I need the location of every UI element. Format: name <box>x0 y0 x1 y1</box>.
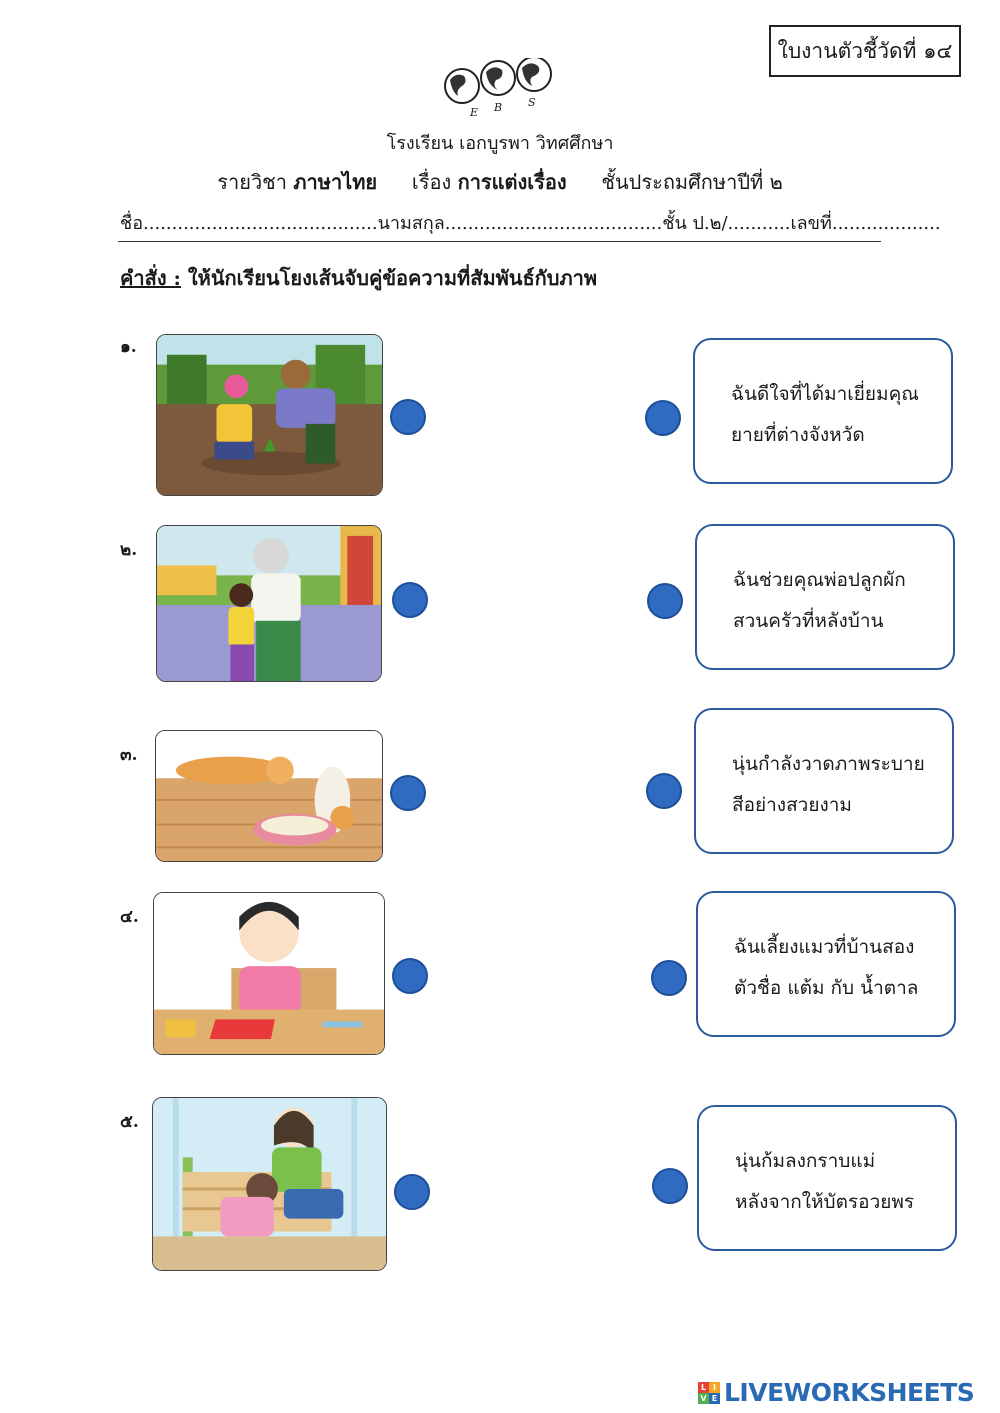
answer-card-5-line-2: หลังจากให้บัตรอวยพร <box>735 1191 915 1213</box>
item-number-2: ๒. <box>120 540 138 560</box>
picture-connector-dot-4[interactable] <box>392 958 428 994</box>
answer-connector-dot-2[interactable] <box>647 583 683 619</box>
grade-label: ชั้นประถมศึกษาปีที่ ๒ <box>601 170 783 194</box>
answer-card-1 <box>693 338 953 484</box>
liveworksheets-brand <box>698 1378 974 1407</box>
picture-connector-dot-5[interactable] <box>394 1174 430 1210</box>
badge-letter-v: V <box>698 1393 709 1404</box>
instruction-label: คำสั่ง : <box>120 266 181 290</box>
school-name: โรงเรียน เอกบูรพา วิทศศึกษา <box>386 133 614 154</box>
answer-card-3-line-1: นุ่นกำลังวาดภาพระบาย <box>732 753 925 775</box>
item-picture-cats <box>155 730 383 862</box>
answer-connector-dot-1[interactable] <box>645 400 681 436</box>
answer-card-4 <box>696 891 956 1037</box>
item-picture-bowing <box>152 1097 387 1271</box>
item-picture-painting <box>153 892 385 1055</box>
answer-card-4-line-1: ฉันเลี้ยงแมวที่บ้านสอง <box>734 936 915 958</box>
answer-card-4-line-2: ตัวชื่อ แต้ม กับ น้ำตาล <box>734 977 919 999</box>
item-picture-planting <box>156 334 383 496</box>
picture-connector-dot-1[interactable] <box>390 399 426 435</box>
brand-text: LIVEWORKSHEETS <box>724 1378 975 1407</box>
answer-card-1-line-1: ฉันดีใจที่ได้มาเยี่ยมคุณ <box>731 383 919 405</box>
answer-card-2-line-2: สวนครัวที่หลังบ้าน <box>733 610 884 632</box>
item-number-4: ๔. <box>120 907 139 927</box>
item-number-1: ๑. <box>120 337 137 357</box>
item-number-3: ๓. <box>120 745 138 765</box>
instruction <box>120 262 597 294</box>
answer-card-1-line-2: ยายที่ต่างจังหวัด <box>731 424 865 446</box>
item-picture-grandmother <box>156 525 382 682</box>
subject-line <box>0 166 1000 198</box>
subject-prefix: รายวิชา <box>217 170 287 194</box>
item-number-5: ๕. <box>120 1112 139 1132</box>
badge-letter-l: L <box>698 1382 709 1393</box>
school-logo <box>440 58 558 120</box>
subject-name: ภาษาไทย <box>293 170 378 194</box>
answer-card-3 <box>694 708 954 854</box>
topic-name: การแต่งเรื่อง <box>457 170 567 194</box>
answer-connector-dot-4[interactable] <box>651 960 687 996</box>
badge-letter-i: I <box>709 1382 720 1393</box>
topic-prefix: เรื่อง <box>411 170 452 194</box>
logo-letter-s: S <box>528 96 536 109</box>
answer-connector-dot-5[interactable] <box>652 1168 688 1204</box>
answer-card-5 <box>697 1105 957 1251</box>
logo-letter-b: B <box>494 101 503 114</box>
sheet-label-box <box>769 25 961 77</box>
instruction-text: ให้นักเรียนโยงเส้นจับคู่ข้อความที่สัมพันธ์กับภาพ <box>187 266 598 290</box>
answer-card-2-line-1: ฉันช่วยคุณพ่อปลูกผัก <box>733 569 906 591</box>
logo-letter-e: E <box>470 106 479 119</box>
liveworksheets-logo-icon <box>698 1382 720 1404</box>
answer-connector-dot-3[interactable] <box>646 773 682 809</box>
answer-card-5-line-1: นุ่นก้มลงกราบแม่ <box>735 1150 876 1172</box>
answer-card-2 <box>695 524 955 670</box>
student-info-line: ชื่อ.........................................นามสกุล......................................ชั้น ป.๒/...........เลขที่................... <box>120 213 941 234</box>
picture-connector-dot-2[interactable] <box>392 582 428 618</box>
header-divider <box>118 241 881 242</box>
sheet-label: ใบงานตัวชี้วัดที่ ๑๔ <box>777 38 953 63</box>
picture-connector-dot-3[interactable] <box>390 775 426 811</box>
answer-card-3-line-2: สีอย่างสวยงาม <box>732 794 852 816</box>
badge-letter-e: E <box>709 1393 720 1404</box>
